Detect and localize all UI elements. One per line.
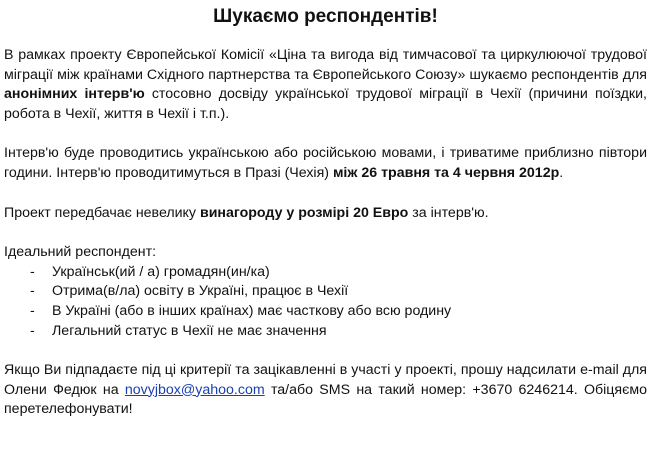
ideal-respondent-heading: Ідеальний респондент: [4,244,157,261]
intro-text-before: В рамках проекту Європейської Комісії «Ціна та вигода від тимчасової та циркулюючої трудової міграції між країнами Східного партнерства та Європейського Союзу» шукаємо респондентів для [4,47,647,83]
list-item [4,263,647,283]
contact-text-after: та/або SMS на такий номер: +3670 6246214. Обіцяємо перетелефонувати! [4,381,647,418]
list-item-text: В Україні (або в інших країнах) має часткову або всю родину [52,302,452,319]
intro-paragraph [4,46,647,124]
interview-details-paragraph [4,144,647,183]
interview-text-after: . [559,164,564,181]
reward-text-after: за інтерв'ю. [408,204,489,221]
ideal-respondent-section [4,243,647,341]
interview-text-before: Інтерв'ю буде проводитись українською або російською мовами, і триватиме приблизно півтори години. Інтерв'ю проводитимуться в Празі (Чехія) [4,145,647,181]
intro-bold: анонімних інтерв'ю [4,86,145,103]
reward-amount: винагороду у розмірі 20 Евро [199,204,409,221]
dash-bullet-icon: - [30,283,35,300]
dash-bullet-icon: - [30,302,35,319]
reward-text-before: Проект передбачає невелику [4,204,200,221]
reward-paragraph [4,204,647,224]
list-item [4,322,647,342]
intro-text-after: стосовно досвіду української трудової міграції в Чехії (причини поїздки, робота в Чехії, життя в Чехії і т.п.). [4,86,648,122]
interview-dates: між 26 травня та 4 червня 2012р [332,164,560,181]
contact-paragraph [4,361,647,420]
email-link[interactable]: novyjbox@yahoo.com [124,381,265,398]
dash-bullet-icon: - [30,263,35,280]
dash-bullet-icon: - [30,322,35,339]
page-title: Шукаємо респондентів! [213,6,438,27]
contact-text-before: Якщо Ви підпадаєте під ці критерії та зацікавленні в участі у проекті, прошу надсилати e-mail для Олени Федюк на [4,362,647,398]
list-item [4,282,647,302]
list-item-text: Українськ(ий / а) громадян(ин/ка) [52,263,270,280]
list-item-text: Отрима(в/ла) освіту в Україні, працює в Чехії [52,283,349,300]
list-item [4,302,647,322]
criteria-list [4,263,647,341]
list-item-text: Легальний статус в Чехії не має значення [52,322,327,339]
